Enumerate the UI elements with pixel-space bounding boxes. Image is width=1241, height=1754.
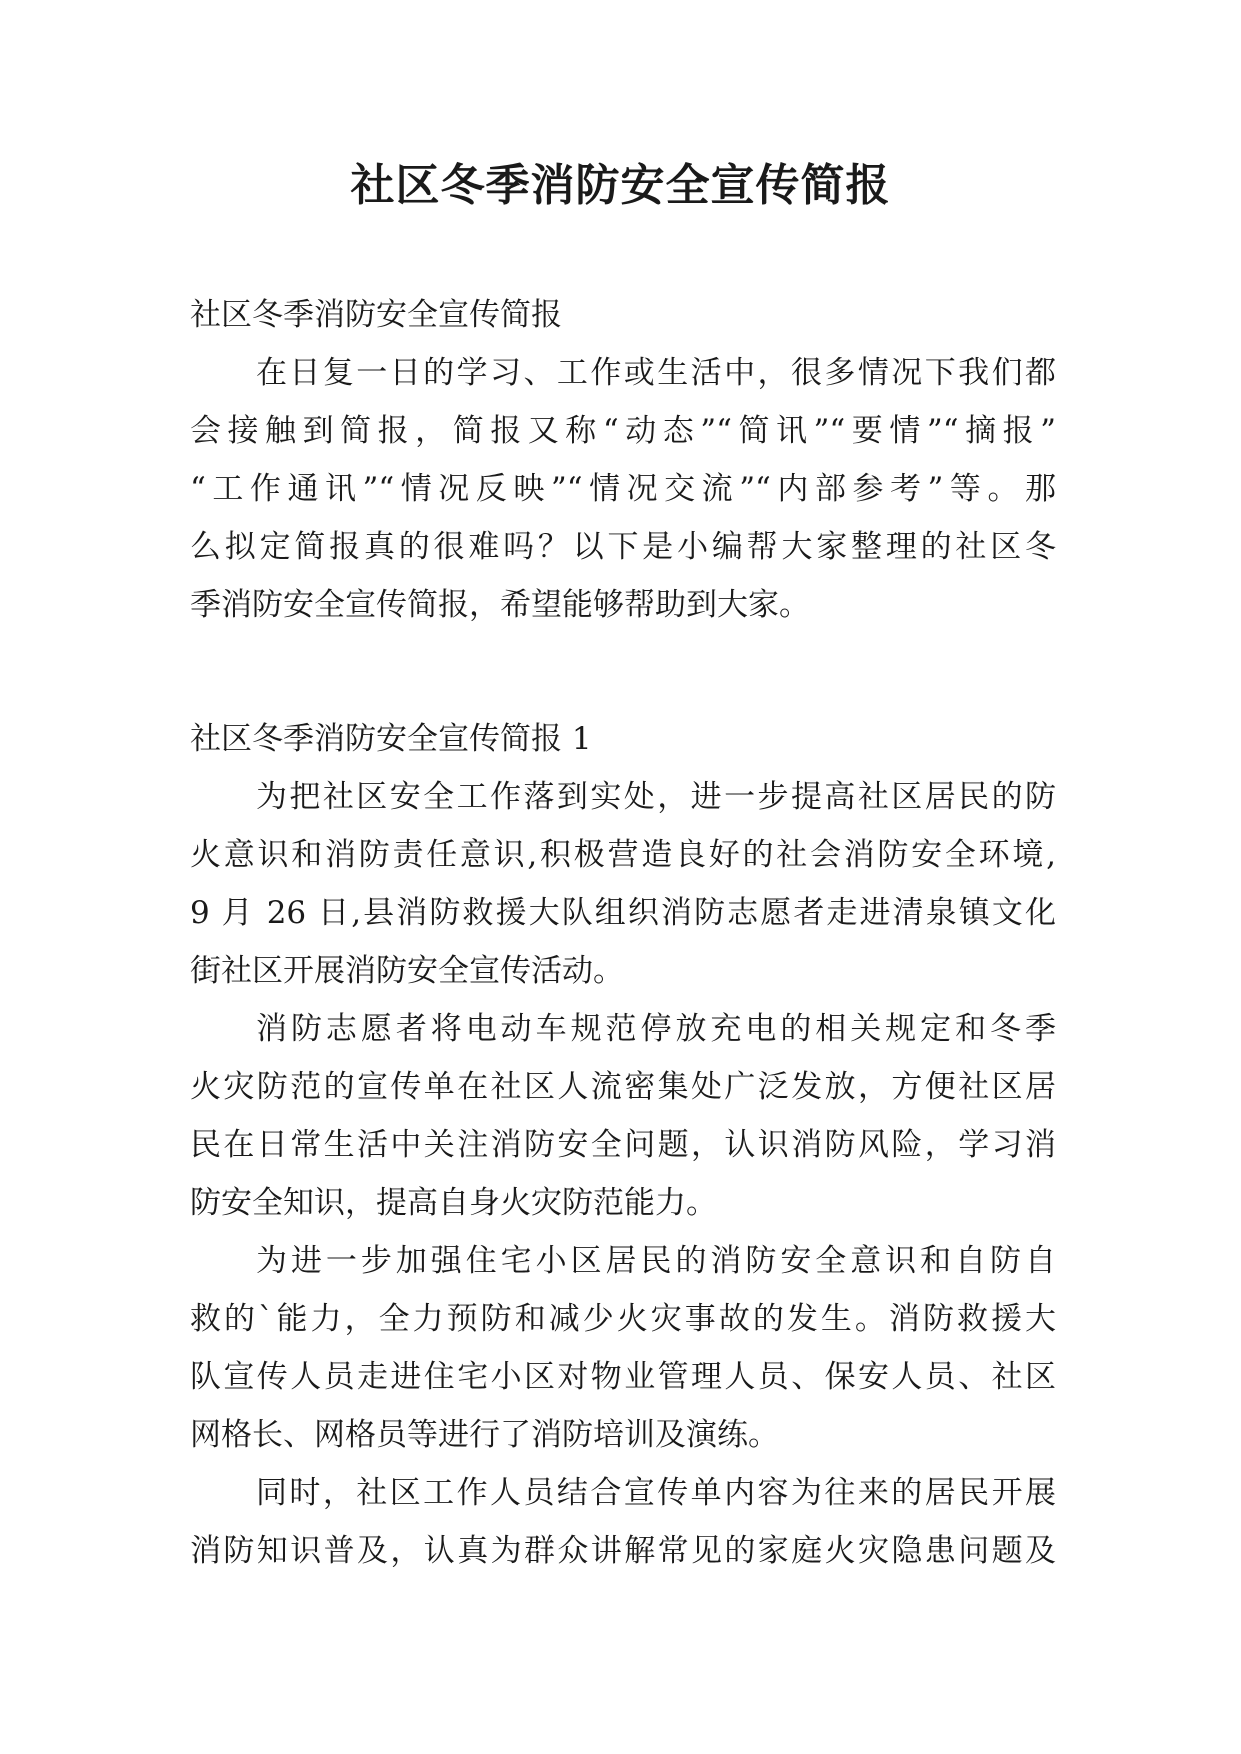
section-paragraph [190, 1232, 1056, 1464]
text-line: 为进一步加强住宅小区居民的消防安全意识和自防自 [256, 1243, 1056, 1279]
section-paragraph [190, 1464, 1056, 1580]
text-line: 么拟定简报真的很难吗？以下是小编帮大家整理的社区冬 [190, 529, 1056, 565]
text-line: 为把社区安全工作落到实处，进一步提高社区居民的防 [256, 779, 1056, 815]
document-body [190, 286, 1056, 1580]
text-line: 火意识和消防责任意识,积极营造良好的社会消防安全环境, [190, 837, 1056, 873]
text-line: 季消防安全宣传简报，希望能够帮助到大家。 [190, 587, 810, 623]
text-line: 防安全知识，提高自身火灾防范能力。 [190, 1185, 717, 1221]
text-line: 救的`能力，全力预防和减少火灾事故的发生。消防救援大 [190, 1301, 1056, 1337]
section-gap [190, 634, 1056, 710]
text-line: 会接触到简报，简报又称“动态”“简讯”“要情”“摘报” [190, 413, 1056, 449]
document-title: 社区冬季消防安全宣传简报 [350, 160, 891, 211]
intro-paragraph [190, 344, 1056, 634]
section-heading: 社区冬季消防安全宣传简报 1 [190, 721, 592, 757]
text-line: 9 月 26 日,县消防救援大队组织消防志愿者走进清泉镇文化 [190, 895, 1056, 931]
section-paragraph [190, 768, 1056, 1000]
text-line: 街社区开展消防安全宣传活动。 [190, 953, 624, 989]
text-line: 消防志愿者将电动车规范停放充电的相关规定和冬季 [256, 1011, 1056, 1047]
text-line: 火灾防范的宣传单在社区人流密集处广泛发放，方便社区居 [190, 1069, 1056, 1105]
text-line: 在日复一日的学习、工作或生活中，很多情况下我们都 [256, 355, 1056, 391]
text-line: 民在日常生活中关注消防安全问题，认识消防风险，学习消 [190, 1127, 1056, 1163]
text-line: 同时，社区工作人员结合宣传单内容为往来的居民开展 [256, 1475, 1056, 1511]
section-paragraph [190, 1000, 1056, 1232]
text-line: 消防知识普及，认真为群众讲解常见的家庭火灾隐患问题及 [190, 1533, 1056, 1569]
intro-heading: 社区冬季消防安全宣传简报 [190, 297, 562, 333]
text-line: “工作通讯”“情况反映”“情况交流”“内部参考”等。那 [190, 471, 1056, 507]
text-line: 网格长、网格员等进行了消防培训及演练。 [190, 1417, 779, 1453]
text-line: 队宣传人员走进住宅小区对物业管理人员、保安人员、社区 [190, 1359, 1056, 1395]
